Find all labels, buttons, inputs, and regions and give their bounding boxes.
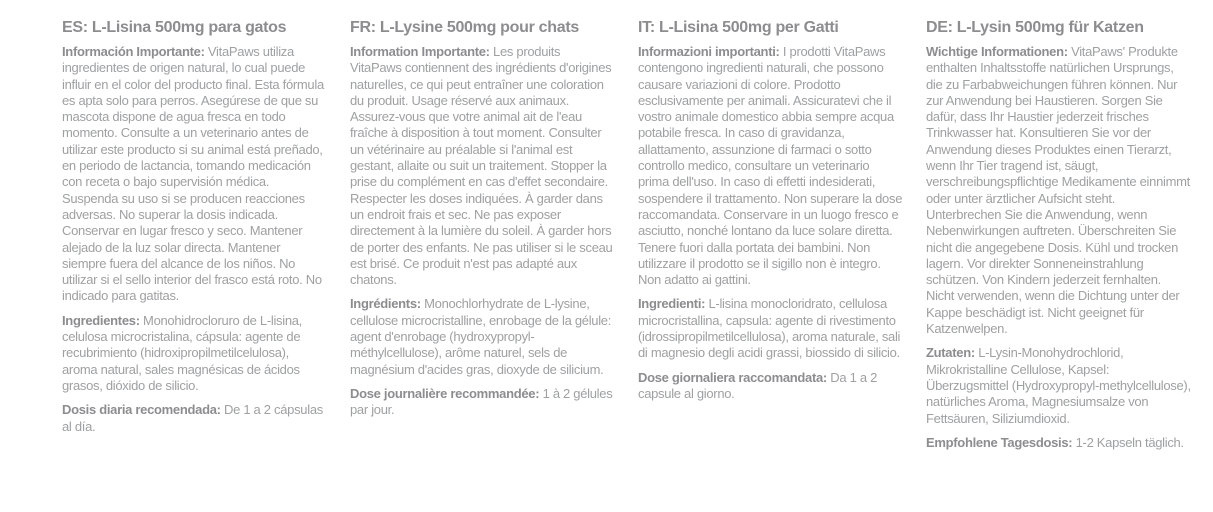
column-heading-es: ES: L-Lisina 500mg para gatos [62,19,287,36]
paragraph-lead: Empfohlene Tagesdosis: [926,434,1073,450]
label-column-it [638,18,903,459]
ingredients-paragraph-de [926,345,1191,426]
paragraph-text: Monohidrocloruro de L-lisina, celulosa microcristalina, cápsula: agente de recubrimiento (hidroxipropilmetilcelulosa), aroma natural, sales magnésicas de ácidos grasos, dióxido de silicio. [62,312,302,393]
label-column-fr [350,18,615,459]
paragraph-lead: Información Importante: [62,44,205,59]
paragraph-lead: Ingrédients: [350,296,421,312]
column-heading-it: IT: L-Lisina 500mg per Gatti [638,19,839,36]
paragraph-text: VitaPaws' Produkte enthalten Inhaltsstoffe natürlichen Ursprungs, die zu Farbabweichungen führen können. Nur zur Anwendung bei Haustieren. Sorgen Sie dafür, dass Ihr Haustier jederzeit frisches Trinkwasser hat. Konsultieren Sie vor der Anwendung dieses Produktes einen Tierarzt, wenn Ihr Tier tragend ist, säugt, verschreibungspflichtige Medikamente einnimmt oder unter ärztlicher Aufsicht steht. Unterbrechen Sie die Anwendung, wenn Nebenwirkungen auftreten. Überschreiten Sie nicht die angegebene Dosis. Kühl und trocken lagern. Vor direkter Sonneneinstrahlung schützen. Von Kindern jederzeit fernhalten. Nicht verwenden, wenn die Dichtung unter der Kappe beschädigt ist. Nicht geeignet für Katzenwelpen. [926,44,1190,337]
paragraph-text: 1 à 2 gélules par jour. [350,385,613,418]
important-info-paragraph-de [926,44,1191,337]
ingredients-paragraph-fr [350,296,615,377]
paragraph-lead: Ingredientes: [62,312,140,328]
label-column-de [926,18,1191,459]
paragraph-lead: Zutaten: [926,345,975,361]
label-columns [62,18,1191,459]
paragraph-lead: Wichtige Informationen: [926,44,1068,59]
paragraph-text: VitaPaws utiliza ingredientes de origen natural, lo cual puede influir en el color del producto final. Esta fórmula es apta solo para perros. Asegúrese de que su mascota dispone de agua fresca en todo momento. Consulte a un veterinario antes de utilizar este producto si su animal está preñado, en periodo de lactancia, tomando medicación con receta o bajo supervisión médica. Suspenda su uso si se producen reacciones adversas. No superar la dosis indicada. Conservar en lugar fresco y seco. Mantener alejado de la luz solar directa. Mantener siempre fuera del alcance de los niños. No utilizar si el sello interior del frasco está roto. No indicado para gatitas. [62,44,324,304]
column-heading-de: DE: L-Lysin 500mg für Katzen [926,19,1144,36]
ingredients-paragraph-es [62,313,327,394]
paragraph-text: L-lisina monocloridrato, cellulosa microcristallina, capsula: agente di rivestimento (idrossipropilmetilcellulosa), aroma naturale, sali di magnesio degli acidi grassi, biossido di silicio. [638,296,901,361]
paragraph-lead: Dose giornaliera raccomandata: [638,369,827,385]
paragraph-lead: Dose journalière recommandée: [350,385,540,401]
label-column-es [62,18,327,459]
paragraph-text: L-Lysin-Monohydrochlorid, Mikrokristalline Cellulose, Kapsel: Überzugsmittel (Hydroxypropyl-methylcellulose), natürliches Aroma, Magnesiumsalze von Fettsäuren, Siliziumdioxid. [926,345,1191,426]
paragraph-lead: Informazioni importanti: [638,44,780,59]
important-info-paragraph-it [638,44,903,288]
paragraph-lead: Dosis diaria recomendada: [62,402,221,418]
dosage-paragraph-es [62,402,327,435]
important-info-paragraph-es [62,44,327,305]
dosage-paragraph-de [926,435,1191,451]
paragraph-text: Da 1 a 2 capsule al giorno. [638,369,878,401]
paragraph-text: Les produits VitaPaws contiennent des ingrédients d'origines naturelles, ce qui peut entraîner une coloration du produit. Usage réservé aux animaux. Assurez-vous que votre animal ait de l'eau fraîche à disposition à tout moment. Consulter un vétérinaire au préalable si l'animal est gestant, allaite ou suit un traitement. Stopper la prise du complément en cas d'effet secondaire. Respecter les doses indiquées. À garder dans un endroit frais et sec. Ne pas exposer directement à la lumière du soleil. À garder hors de porter des enfants. Ne pas utiliser si le sceau est brisé. Ce produit n'est pas adapté aux chatons. [350,44,613,288]
paragraph-lead: Ingredienti: [638,296,706,312]
ingredients-paragraph-it [638,296,903,361]
important-info-paragraph-fr [350,44,615,288]
paragraph-text: I prodotti VitaPaws contengono ingredienti naturali, che possono causare variazioni di colore. Prodotto esclusivamente per animali. Assicuratevi che il vostro animale domestico abbia sempre acqua potabile fresca. In caso di gravidanza, allattamento, assunzione di farmaci o sotto controllo medico, consultare un veterinario prima dell'uso. In caso di effetti indesiderati, sospendere il trattamento. Non superare la dose raccomandata. Conservare in un luogo fresco e asciutto, nonché lontano da luce solare diretta. Tenere fuori dalla portata dei bambini. Non utilizzare il prodotto se il sigillo non è integro. Non adatto ai gattini. [638,44,903,288]
paragraph-text: Monochlorhydrate de L-lysine, cellulose microcristalline, enrobage de la gélule: agent d'enrobage (hydroxypropyl-méthylcellulose), arôme naturel, sels de magnésium d'acides gras, dioxyde de silicium. [350,296,612,377]
paragraph-text: 1-2 Kapseln täglich. [1075,434,1184,450]
dosage-paragraph-it [638,370,903,403]
dosage-paragraph-fr [350,386,615,419]
column-heading-fr: FR: L-Lysine 500mg pour chats [350,19,579,36]
paragraph-text: De 1 a 2 cápsulas al día. [62,402,323,434]
paragraph-lead: Information Importante: [350,44,490,59]
